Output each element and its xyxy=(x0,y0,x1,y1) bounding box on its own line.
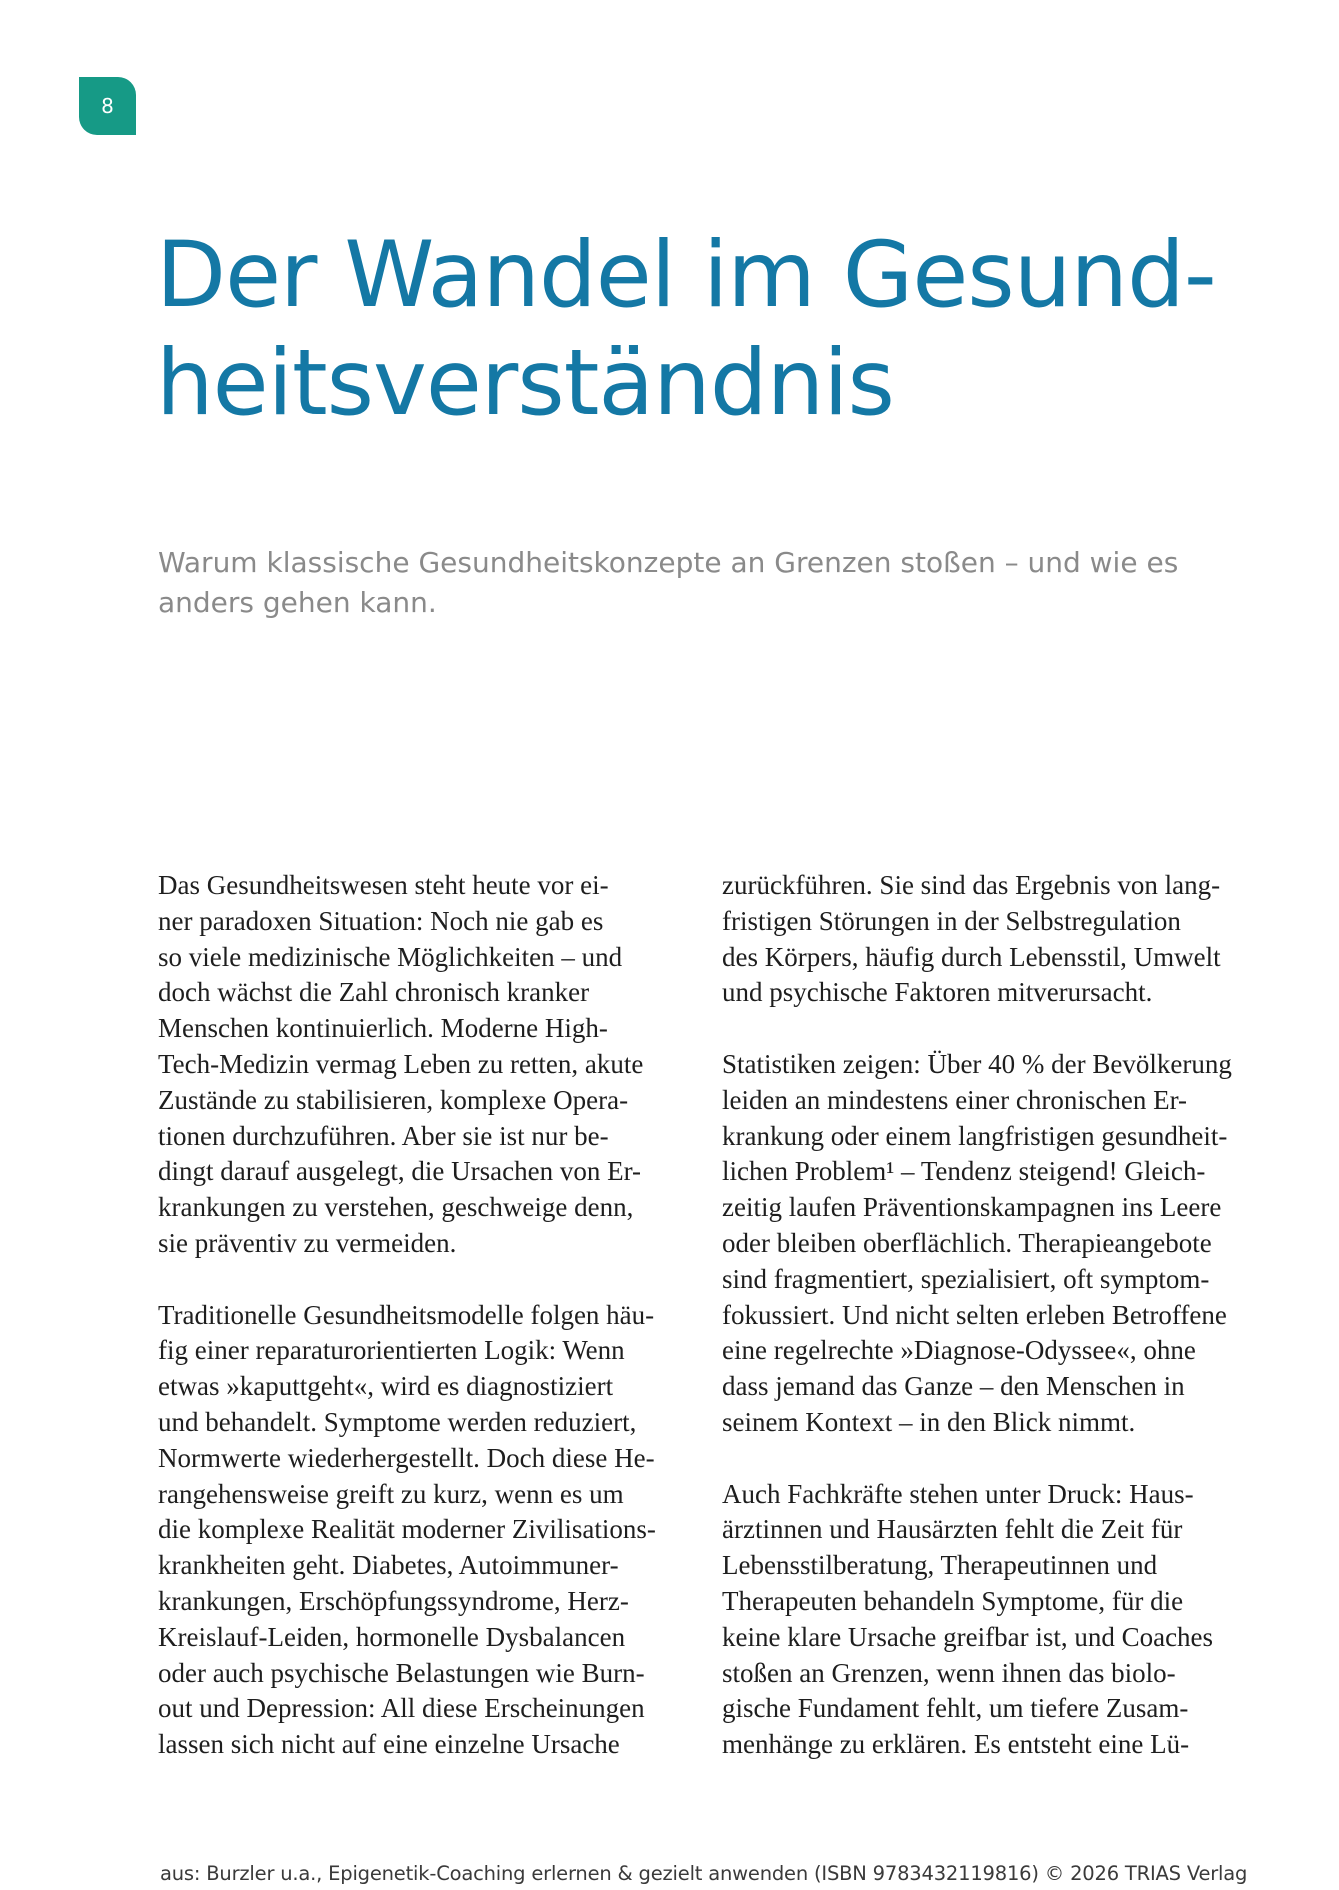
paragraph-line: krankung oder einem langfristigen gesundheit- xyxy=(722,1120,1228,1151)
paragraph-line: menhänge zu erklären. Es entsteht eine Lü- xyxy=(722,1729,1190,1760)
paragraph-line: und behandelt. Symptome werden reduziert, xyxy=(158,1406,637,1437)
paragraph-line: Das Gesundheitswesen steht heute vor ei- xyxy=(158,870,609,900)
paragraph-line: krankheiten geht. Diabetes, Autoimmuner- xyxy=(158,1550,619,1581)
paragraph-line: krankungen zu verstehen, geschweige denn, xyxy=(158,1192,634,1223)
paragraph-line: Kreislauf-Leiden, hormonelle Dysbalancen xyxy=(158,1621,626,1652)
paragraph-line: dingt darauf ausgelegt, die Ursachen von Er- xyxy=(158,1156,642,1187)
paragraph-line: so viele medizinische Möglichkeiten – und xyxy=(158,941,623,972)
paragraph-line: lichen Problem¹ – Tendenz steigend! Gleich- xyxy=(722,1156,1206,1187)
paragraph-line: Traditionelle Gesundheitsmodelle folgen häu- xyxy=(158,1299,655,1330)
paragraph-line: die komplexe Realität moderner Zivilisations- xyxy=(158,1514,656,1545)
paragraph-line: Lebensstilberatung, Therapeutinnen und xyxy=(722,1550,1158,1581)
paragraph-line: fokussiert. Und nicht selten erleben Betroffene xyxy=(722,1299,1227,1330)
page-number-badge: 8 xyxy=(79,77,136,135)
paragraph-line: eine regelrechte »Diagnose-Odyssee«, ohne xyxy=(722,1335,1196,1366)
source-footer: aus: Burzler u.a., Epigenetik-Coaching erlernen & gezielt anwenden (ISBN 9783432119816) © 2026 TRIAS Verlag xyxy=(160,1862,1248,1885)
chapter-title-line: Der Wandel im Gesund- xyxy=(156,223,1216,328)
paragraph-line: ner paradoxen Situation: Noch nie gab es xyxy=(158,905,604,936)
paragraph-line: rangehensweise greift zu kurz, wenn es um xyxy=(158,1478,624,1509)
paragraph-line: oder bleiben oberflächlich. Therapieangebote xyxy=(722,1227,1212,1258)
body-paragraph xyxy=(158,1298,678,1763)
chapter-title xyxy=(156,222,1256,438)
paragraph-line: out und Depression: All diese Erscheinungen xyxy=(158,1693,645,1724)
paragraph-line: zeitig laufen Präventionskampagnen ins Leere xyxy=(722,1192,1222,1223)
chapter-subtitle-line: Warum klassische Gesundheitskonzepte an Grenzen stoßen – und wie es xyxy=(158,546,1179,579)
paragraph-line: sie präventiv zu vermeiden. xyxy=(158,1227,457,1258)
paragraph-line: leiden an mindestens einer chronischen Er- xyxy=(722,1084,1188,1115)
paragraph-line: stoßen an Grenzen, wenn ihnen das biolo- xyxy=(722,1657,1176,1688)
body-paragraph xyxy=(722,1477,1242,1763)
paragraph-line: Zustände zu stabilisieren, komplexe Opera- xyxy=(158,1084,629,1115)
paragraph-line: fig einer reparaturorientierten Logik: Wenn xyxy=(158,1335,625,1366)
paragraph-line: und psychische Faktoren mitverursacht. xyxy=(722,977,1153,1008)
body-paragraph xyxy=(158,868,678,1262)
paragraph-line: fristigen Störungen in der Selbstregulation xyxy=(722,905,1181,936)
paragraph-line: Auch Fachkräfte stehen unter Druck: Haus- xyxy=(722,1478,1194,1509)
paragraph-line: keine klare Ursache greifbar ist, und Coaches xyxy=(722,1621,1214,1652)
paragraph-line: Tech-Medizin vermag Leben zu retten, akute xyxy=(158,1048,644,1079)
paragraph-line: gische Fundament fehlt, um tiefere Zusam- xyxy=(722,1693,1189,1724)
paragraph-line: Therapeuten behandeln Symptome, für die xyxy=(722,1585,1184,1616)
paragraph-line: sind fragmentiert, spezialisiert, oft symptom- xyxy=(722,1263,1210,1294)
right-text-column xyxy=(722,868,1242,1799)
paragraph-line: des Körpers, häufig durch Lebensstil, Umwelt xyxy=(722,941,1221,972)
paragraph-line: doch wächst die Zahl chronisch kranker xyxy=(158,977,590,1008)
body-paragraph xyxy=(722,868,1242,1011)
paragraph-line: ärztinnen und Hausärzten fehlt die Zeit für xyxy=(722,1514,1183,1545)
paragraph-line: zurückführen. Sie sind das Ergebnis von lang- xyxy=(722,870,1221,900)
paragraph-line: tionen durchzuführen. Aber sie ist nur be- xyxy=(158,1120,609,1151)
chapter-subtitle-line: anders gehen kann. xyxy=(158,586,437,619)
paragraph-line: lassen sich nicht auf eine einzelne Ursache xyxy=(158,1729,620,1760)
paragraph-line: seinem Kontext – in den Blick nimmt. xyxy=(722,1406,1136,1437)
chapter-subtitle xyxy=(158,543,1238,623)
chapter-title-line: heitsverständnis xyxy=(156,331,894,436)
paragraph-line: dass jemand das Ganze – den Menschen in xyxy=(722,1371,1185,1402)
paragraph-line: Normwerte wiederhergestellt. Doch diese He- xyxy=(158,1442,655,1473)
paragraph-line: oder auch psychische Belastungen wie Burn- xyxy=(158,1657,645,1688)
body-paragraph xyxy=(722,1047,1242,1441)
paragraph-line: krankungen, Erschöpfungssyndrome, Herz- xyxy=(158,1585,629,1616)
left-text-column xyxy=(158,868,678,1799)
paragraph-line: Statistiken zeigen: Über 40 % der Bevölkerung xyxy=(722,1048,1232,1079)
paragraph-line: Menschen kontinuierlich. Moderne High- xyxy=(158,1013,608,1044)
paragraph-line: etwas »kaputtgeht«, wird es diagnostiziert xyxy=(158,1371,614,1402)
